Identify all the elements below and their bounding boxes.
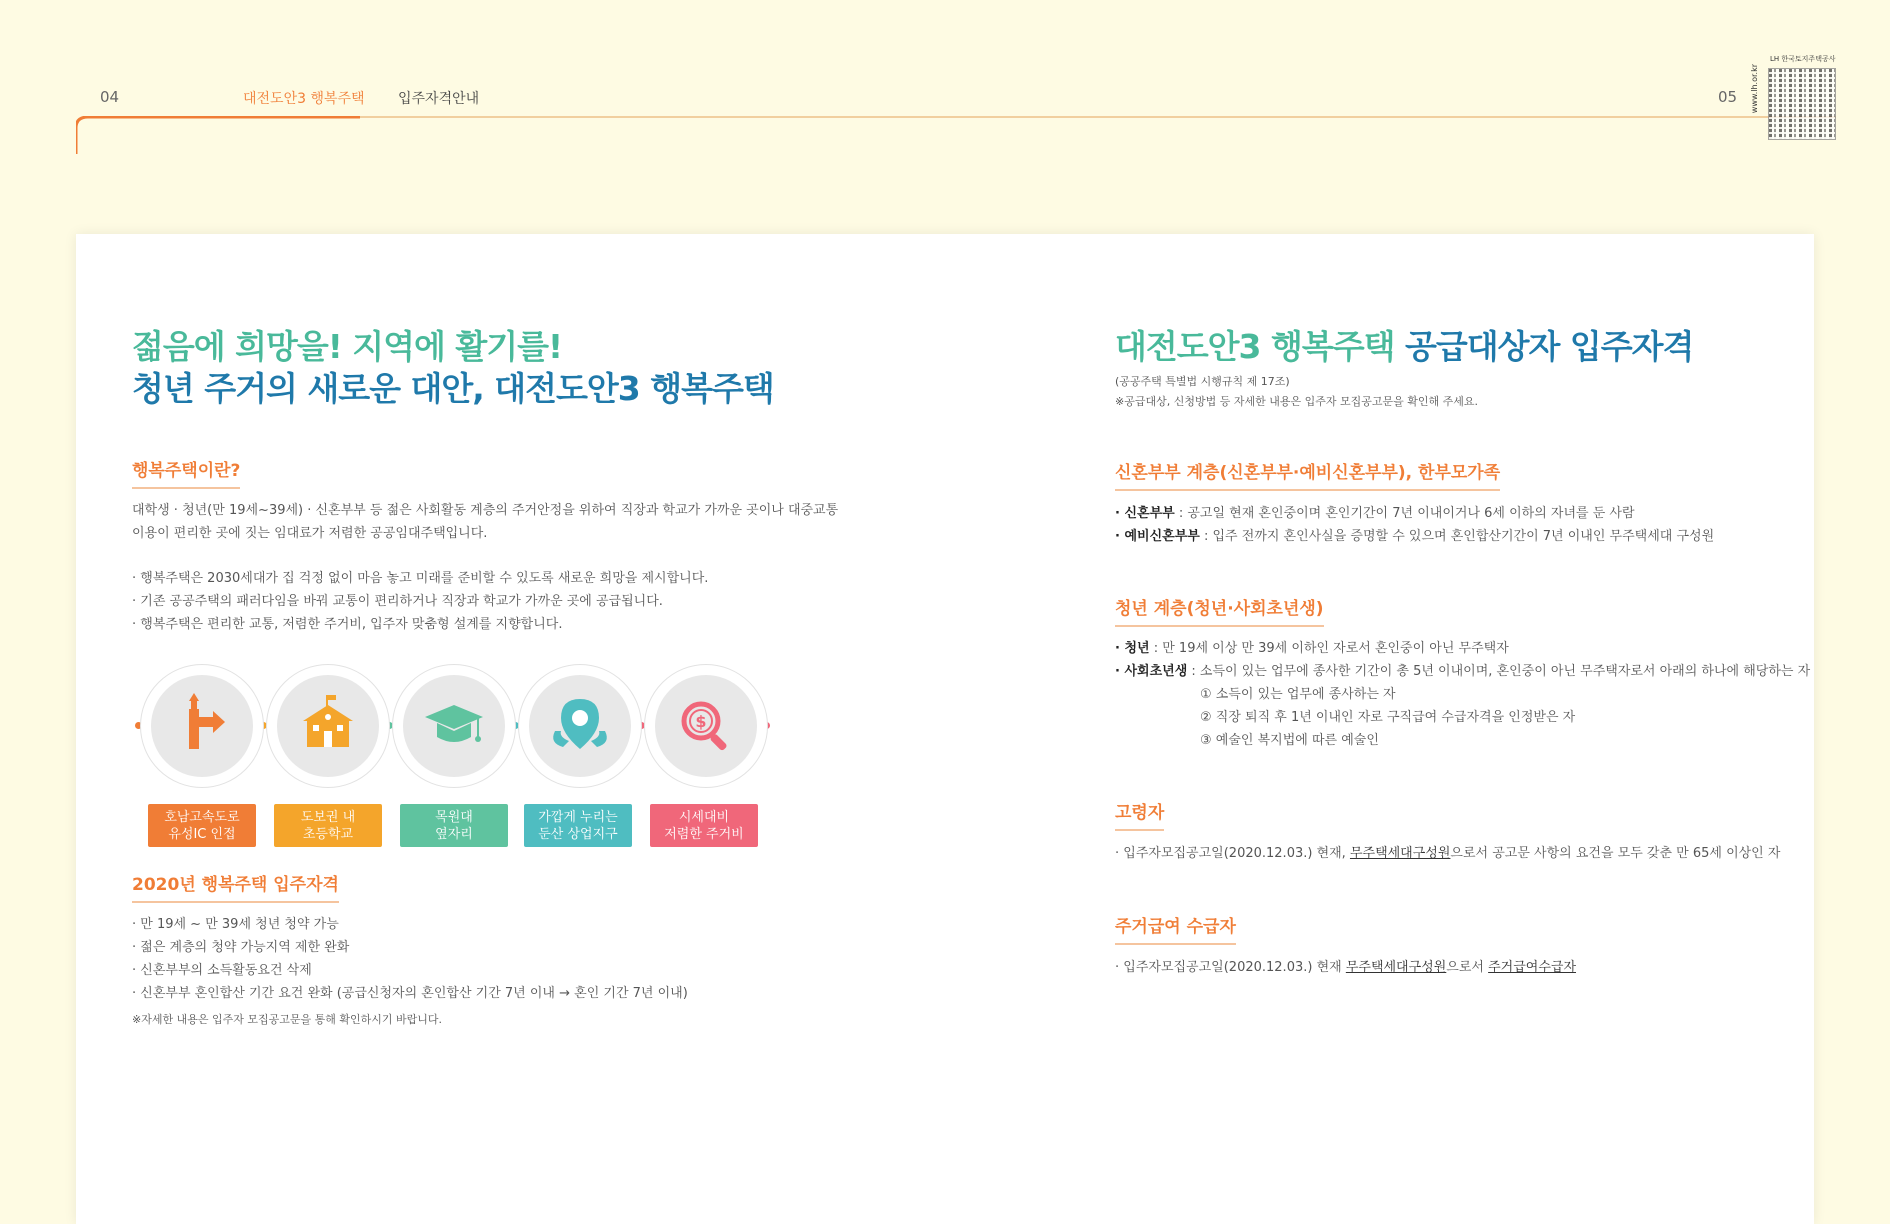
happy-housing-bullet: · 행복주택은 편리한 교통, 저렴한 주거비, 입주자 맞춤형 설계를 지향합니다. [132,617,563,632]
qr-top-label: LH 한국토지주택공사 [1770,55,1836,63]
elderly-item: · 입주자모집공고일(2020.12.03.) 현재, 무주택세대구성원으로서 공고문 사항의 요건을 모두 갖춘 만 65세 이상인 자 [1115,846,1781,861]
qr-side-label: www.lh.or.kr [1750,64,1759,114]
section-title-2020-qualification: 2020년 행복주택 입주자격 [132,870,339,903]
qualification-note: ※자세한 내용은 입주자 모집공고문을 통해 확인하시기 바랍니다. [132,1013,442,1026]
right-headline: 대전도안3 행복주택 공급대상자 입주자격 [1115,327,1694,366]
school-icon [293,691,363,761]
feature-icons-row [138,664,768,788]
feature-tag-rent: 시세대비 저렴한 주거비 [650,804,758,847]
page-number-left: 04 [100,88,120,106]
happy-housing-para-line1: 대학생 · 청년(만 19세~39세) · 신혼부부 등 젊은 사회활동 계층의 주거안정을 위하여 직장과 학교가 가까운 곳이나 대중교통 [132,503,839,518]
header-subtitle: 입주자격안내 [398,91,480,107]
happy-housing-para-line2: 이용이 편리한 곳에 짓는 임대료가 저렴한 공공임대주택입니다. [132,526,488,541]
feature-circle [518,664,642,788]
location-pin-icon [545,691,615,761]
section-title-elderly: 고령자 [1115,798,1164,831]
qualification-bullet: · 신혼부부의 소득활동요건 삭제 [132,963,312,978]
svg-text:$: $ [695,712,707,731]
housing-benefit-item: · 입주자모집공고일(2020.12.03.) 현재 무주택세대구성원으로서 주거급여수급자 [1115,960,1577,975]
section-title-housing-benefit: 주거급여 수급자 [1115,912,1236,945]
pre-newlyweds-item: · 예비신혼부부 : 입주 전까지 혼인사실을 증명할 수 있으며 혼인합산기간이 7년 이내인 무주택세대 구성원 [1115,529,1715,544]
feature-circle [140,664,264,788]
newlyweds-item: · 신혼부부 : 공고일 현재 혼인중이며 혼인기간이 7년 이내이거나 6세 이하의 자녀를 둔 사람 [1115,506,1635,521]
feature-tag-university: 목원대 옆자리 [400,804,508,847]
feature-circle [266,664,390,788]
page-header [0,0,1890,160]
new-worker-sub: ③ 예술인 복지법에 따른 예술인 [1200,733,1379,748]
qr-pattern [1768,68,1836,140]
right-notice: ※공급대상, 신청방법 등 자세한 내용은 입주자 모집공고문을 확인해 주세요. [1115,395,1478,408]
happy-housing-bullet: · 행복주택은 2030세대가 집 걱정 없이 마음 놓고 미래를 준비할 수 있도록 새로운 희망을 제시합니다. [132,571,709,586]
left-headline-line1: 젊음에 희망을! 지역에 활기를! [132,327,563,366]
feature-tag-school: 도보권 내 초등학교 [274,804,382,847]
new-worker-item: · 사회초년생 : 소득이 있는 업무에 종사한 기간이 총 5년 이내이며, 혼인중이 아닌 무주택자로서 아래의 하나에 해당하는 자 [1115,664,1811,679]
page-number-right: 05 [1718,88,1738,106]
section-title-newlyweds: 신혼부부 계층(신혼부부·예비신혼부부), 한부모가족 [1115,458,1500,491]
qr-code[interactable] [1750,54,1836,140]
feature-circle [644,664,768,788]
feature-circle [392,664,516,788]
header-rule [76,116,1836,156]
section-title-youth: 청년 계층(청년·사회초년생) [1115,594,1324,627]
money-search-icon [671,691,741,761]
happy-housing-bullet: · 기존 공공주택의 패러다임을 바꿔 교통이 편리하거나 직장과 학교가 가까운 곳에 공급됩니다. [132,594,663,609]
new-worker-sub: ① 소득이 있는 업무에 종사하는 자 [1200,687,1396,702]
law-reference: (공공주택 특별법 시행규칙 제 17조) [1115,375,1290,388]
header-category: 대전도안3 행복주택 [243,91,365,107]
new-worker-sub: ② 직장 퇴직 후 1년 이내인 자로 구직급여 수급자격을 인정받은 자 [1200,710,1576,725]
feature-tag-commercial: 가깝게 누리는 둔산 상업지구 [524,804,632,847]
road-sign-icon [167,691,237,761]
youth-item: · 청년 : 만 19세 이상 만 39세 이하인 자로서 혼인중이 아닌 무주택자 [1115,641,1509,656]
feature-tag-highway: 호남고속도로 유성IC 인접 [148,804,256,847]
qualification-bullet: · 신혼부부 혼인합산 기간 요건 완화 (공급신청자의 혼인합산 기간 7년 이내 → 혼인 기간 7년 이내) [132,986,688,1001]
qualification-bullet: · 만 19세 ~ 만 39세 청년 청약 가능 [132,917,339,932]
left-headline-line2: 청년 주거의 새로운 대안, 대전도안3 행복주택 [132,369,774,408]
section-title-happy-housing: 행복주택이란? [132,456,240,489]
qualification-bullet: · 젊은 계층의 청약 가능지역 제한 완화 [132,940,350,955]
graduation-cap-icon [419,691,489,761]
